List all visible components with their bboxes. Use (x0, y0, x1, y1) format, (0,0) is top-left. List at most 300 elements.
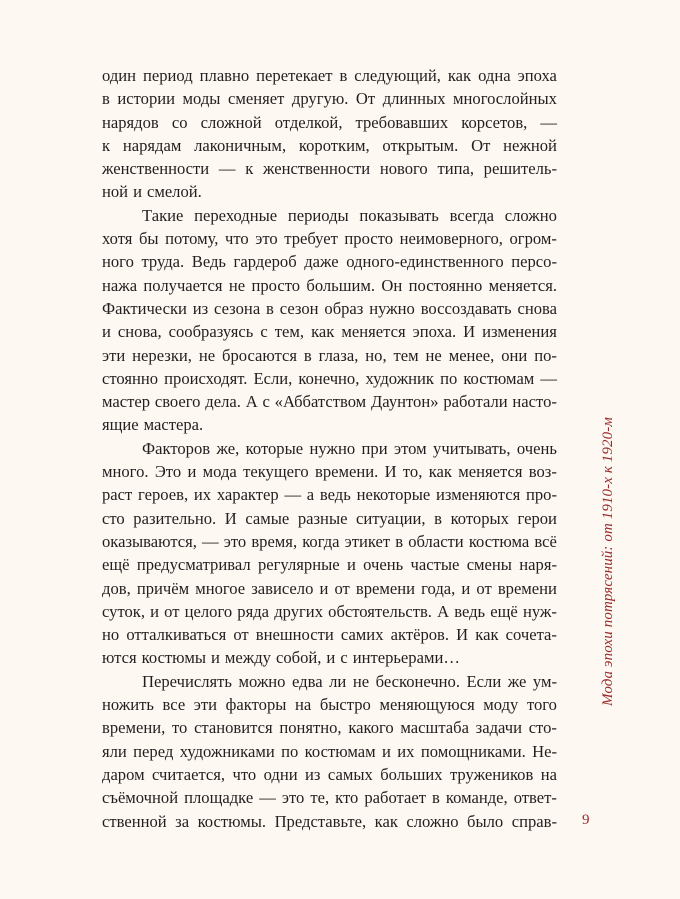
word: как (475, 625, 499, 645)
word: женственности (262, 159, 371, 179)
word: Факторов (142, 438, 211, 458)
word: в (395, 531, 404, 551)
word: много. (102, 462, 149, 482)
word: эпоха (517, 66, 557, 85)
word: ной (102, 182, 129, 202)
word: художниками (179, 741, 275, 761)
word: одна (478, 66, 511, 85)
word: — (540, 368, 557, 388)
word: актёров. (390, 625, 450, 645)
word: и (187, 462, 197, 482)
word: с (260, 322, 268, 342)
word: сложной (200, 112, 262, 132)
text-line (102, 437, 557, 460)
word: это (281, 788, 305, 808)
word: одного-единственного (346, 252, 504, 272)
text-line (102, 670, 557, 693)
text-line (102, 390, 557, 413)
word: их (193, 485, 212, 505)
word: типа, (437, 159, 474, 179)
word: масштаба (400, 718, 469, 738)
word: ются (102, 648, 137, 668)
word: как (311, 322, 335, 342)
word: перед (133, 741, 174, 761)
text-line (102, 786, 557, 809)
word: которые (245, 438, 304, 458)
word: изменяются (436, 485, 521, 505)
word: это (223, 531, 247, 551)
text-line (102, 344, 557, 367)
word: герои (517, 508, 557, 528)
word: какого (348, 718, 394, 738)
word: некоторые (356, 485, 431, 505)
word: нужно (369, 298, 415, 318)
word: просто (251, 275, 301, 295)
word: снова, (117, 322, 162, 342)
word: даже (304, 252, 339, 272)
text-line (102, 530, 557, 553)
word: мода (202, 462, 237, 482)
word: изменения (482, 322, 557, 342)
word: решитель- (483, 159, 557, 179)
word: в (303, 345, 312, 365)
word: нового (379, 159, 428, 179)
body-text (102, 64, 557, 833)
word: персо- (511, 252, 557, 272)
word: же, (216, 438, 240, 458)
word: про- (525, 485, 557, 505)
text-line (102, 553, 557, 576)
text-line (102, 87, 557, 110)
word: самые (245, 508, 290, 528)
word: регулярные (257, 555, 340, 575)
word: и (211, 648, 220, 668)
word: — (540, 112, 557, 132)
word: не (228, 275, 246, 295)
word: целого (184, 601, 233, 621)
word: времени. (315, 462, 379, 482)
word: разные (297, 508, 348, 528)
word: которых (450, 508, 509, 528)
word: интерьерами… (352, 648, 460, 668)
text-line (102, 297, 557, 320)
text-line (102, 646, 557, 669)
word: И (463, 322, 476, 342)
word: самых (327, 764, 373, 784)
word: ум- (532, 671, 557, 691)
word: героев, (138, 485, 189, 505)
word: открытым. (382, 135, 459, 155)
word: по- (534, 345, 557, 365)
word: они (501, 345, 528, 365)
text-line (102, 367, 557, 390)
word: время, (251, 531, 298, 551)
word: сложно (504, 205, 557, 225)
word: И (384, 462, 397, 482)
text-line (102, 693, 557, 716)
word: И (456, 625, 469, 645)
word: и (133, 182, 142, 202)
word: коротким, (298, 135, 370, 155)
word: эпоха. (412, 322, 457, 342)
word: работали (443, 392, 508, 412)
word: менее, (448, 345, 495, 365)
text-line (102, 180, 557, 203)
word: ещё (102, 555, 130, 575)
word: бесконечно. (375, 671, 460, 691)
word: обстоятельств. (328, 601, 432, 621)
word: костюмам (304, 741, 376, 761)
word: очень (516, 438, 557, 458)
text-line (102, 460, 557, 483)
word: корсетов, (461, 112, 528, 132)
word: как (447, 66, 472, 85)
word: текущего (243, 462, 309, 482)
word: что (232, 764, 257, 784)
word: же (507, 671, 527, 691)
word: — (259, 788, 276, 808)
word: — (202, 531, 219, 551)
word: женственности (102, 159, 210, 179)
word: этикет (344, 531, 391, 551)
word: А (437, 601, 450, 621)
word: очень (363, 555, 404, 575)
word: по (281, 741, 299, 761)
word: нежной (503, 135, 557, 155)
word: Перечислять (142, 671, 232, 691)
word: из (192, 298, 209, 318)
word: наря- (519, 555, 557, 575)
word: других (274, 601, 323, 621)
word: Такие (142, 205, 184, 225)
word: периоды (287, 205, 349, 225)
word: считается, (152, 764, 226, 784)
text-line (102, 157, 557, 180)
word: едва (292, 671, 323, 691)
word: ящие (102, 415, 139, 435)
word: образ (324, 298, 364, 318)
word: хотя (102, 229, 133, 249)
word: и (319, 578, 329, 598)
word: конечно, (298, 368, 360, 388)
word: дов, (102, 578, 131, 598)
text-line (102, 111, 557, 134)
word: понятно, (279, 718, 342, 738)
word: сезон (279, 298, 319, 318)
word: это (255, 229, 278, 249)
text-line (102, 577, 557, 600)
word: было (467, 811, 504, 831)
word: нужно (309, 438, 356, 458)
word: с (262, 392, 270, 412)
word: — (218, 159, 236, 179)
word: когда (302, 531, 340, 551)
word: истории (117, 89, 176, 109)
word: как (374, 811, 398, 831)
text-line (102, 623, 557, 646)
word: в (102, 89, 110, 109)
text-line (102, 250, 557, 273)
word: команде, (445, 788, 508, 808)
word: к (102, 135, 111, 155)
word: Не- (532, 741, 557, 761)
word: требовавших (355, 112, 449, 132)
word: воз- (528, 462, 557, 482)
word: но (102, 625, 120, 645)
word: что (224, 229, 249, 249)
word: От (471, 135, 491, 155)
text-line (102, 413, 557, 436)
word: воссоздавать (420, 298, 512, 318)
word: перетекает (256, 66, 333, 85)
word: больших (380, 764, 443, 784)
word: но, (365, 345, 387, 365)
word: ли (329, 671, 347, 691)
word: площадке (184, 788, 254, 808)
word: яли (102, 741, 127, 761)
word: бы (138, 229, 159, 249)
word: ственной (102, 811, 167, 831)
word: ного (102, 252, 134, 272)
word: тем (393, 345, 419, 365)
word: дела. (205, 392, 241, 412)
word: не (198, 345, 216, 365)
word: нажа (102, 275, 138, 295)
text-line (102, 204, 557, 227)
word: при (361, 438, 388, 458)
word: сто (102, 508, 125, 528)
text-line (102, 740, 557, 763)
word: длинных (382, 89, 446, 109)
word: предусматривал (136, 555, 251, 575)
word: сообразуясь (168, 322, 254, 342)
word: смены (466, 555, 512, 575)
word: костюмы. (197, 811, 267, 831)
word: ещё (490, 601, 518, 621)
word: помощниками. (420, 741, 526, 761)
word: в (266, 298, 274, 318)
word: сезона (214, 298, 261, 318)
word: этом (394, 438, 427, 458)
word: костюма (468, 531, 530, 551)
word: то, (402, 462, 423, 482)
word: переходные (194, 205, 278, 225)
word: раст (102, 485, 133, 505)
word: художник (365, 368, 434, 388)
word: времени (355, 578, 416, 598)
word: учитывать, (433, 438, 511, 458)
word: кто (335, 788, 359, 808)
word: Это (154, 462, 182, 482)
word: оказываются, (102, 531, 197, 551)
word: меняется (458, 462, 523, 482)
word: требует (284, 229, 338, 249)
word: ведь (319, 485, 351, 505)
word: и (461, 578, 471, 598)
word: снова (517, 298, 557, 318)
word: один (102, 66, 137, 85)
word: костюмы (141, 648, 207, 668)
running-head-title: Мода эпохи потрясений: от 1910-х к 1920-м (600, 417, 616, 706)
word: моды (182, 89, 221, 109)
word: факторы (225, 695, 287, 715)
word: меняющуюся (379, 695, 475, 715)
word: и (150, 601, 160, 621)
word: тем, (274, 322, 305, 342)
word: и (382, 741, 391, 761)
word: с (340, 648, 348, 668)
word: стоянно (102, 368, 159, 388)
word: ряда (237, 601, 270, 621)
word: От (355, 89, 376, 109)
word: в (434, 508, 442, 528)
word: от (334, 578, 350, 598)
word: не (352, 671, 370, 691)
word: от (164, 601, 180, 621)
word: лаконичным, (194, 135, 287, 155)
word: мастера. (143, 415, 204, 435)
word: получается (143, 275, 223, 295)
word: не (425, 345, 442, 365)
word: — (284, 485, 302, 505)
word: мастер (102, 392, 151, 412)
word: И (224, 508, 237, 528)
word: Даунтон» (370, 392, 439, 412)
word: нуж- (522, 601, 557, 621)
word: съёмочной (102, 788, 179, 808)
text-line (102, 274, 557, 297)
word: труда. (141, 252, 185, 272)
word: происходят. (164, 368, 248, 388)
word: то (172, 718, 188, 738)
word: внешности (255, 625, 334, 645)
word: многое (195, 578, 246, 598)
word: нарядам (122, 135, 182, 155)
word: Если (466, 671, 502, 691)
word: ответ- (513, 788, 557, 808)
word: от (476, 578, 492, 598)
word: задачи (475, 718, 522, 738)
word: и (346, 555, 356, 575)
word: Представьте, (274, 811, 367, 831)
word: другую. (291, 89, 349, 109)
word: гардероб (233, 252, 297, 272)
word: к (245, 159, 254, 179)
word: года, (421, 578, 456, 598)
word: смелой. (146, 182, 202, 202)
text-line (102, 227, 557, 250)
word: сто- (528, 718, 557, 738)
word: и (326, 648, 336, 668)
word: неимоверного, (399, 229, 503, 249)
word: зависело (251, 578, 314, 598)
word: справ- (511, 811, 557, 831)
word: разительно. (133, 508, 217, 528)
word: со (171, 112, 188, 132)
word: даром (102, 764, 145, 784)
word: Он (381, 275, 403, 295)
text-line (102, 716, 557, 739)
word: сочета- (505, 625, 557, 645)
word: глаза, (318, 345, 359, 365)
text-line (102, 763, 557, 786)
word: меняется (341, 322, 406, 342)
word: и (102, 322, 111, 342)
running-head (580, 66, 616, 706)
text-line (102, 810, 557, 833)
word: суток, (102, 601, 145, 621)
word: потому, (165, 229, 219, 249)
word: того (526, 695, 557, 715)
word: нарядов (102, 112, 159, 132)
word: те, (310, 788, 330, 808)
word: времени, (102, 718, 166, 738)
word: самих (340, 625, 384, 645)
word: от (233, 625, 249, 645)
word: быстро (319, 695, 371, 715)
word: собой, (275, 648, 322, 668)
text-line (102, 320, 557, 343)
word: причём (136, 578, 190, 598)
word: отделкой, (274, 112, 343, 132)
word: большим. (306, 275, 376, 295)
word: области (408, 531, 464, 551)
word: тружеников (449, 764, 534, 784)
text-line (102, 507, 557, 530)
word: по (440, 368, 458, 388)
word: ситуации, (356, 508, 426, 528)
word: следующий, (354, 66, 441, 85)
word: моду (483, 695, 519, 715)
text-line (102, 64, 557, 87)
word: в (339, 66, 348, 85)
word: а (306, 485, 315, 505)
word: в (432, 788, 440, 808)
word: за (175, 811, 190, 831)
word: сложно (406, 811, 459, 831)
text-line (102, 600, 557, 623)
word: частые (410, 555, 460, 575)
word: эти (193, 695, 218, 715)
word: сменяет (228, 89, 285, 109)
word: Ведь (191, 252, 226, 272)
word: ножить (102, 695, 154, 715)
word: между (224, 648, 271, 668)
word: становится (194, 718, 273, 738)
word: насто- (512, 392, 557, 412)
word: отталкиваться (126, 625, 227, 645)
word: Фактически (102, 298, 187, 318)
word: костюмам (463, 368, 535, 388)
word: работает (364, 788, 426, 808)
word: всегда (449, 205, 495, 225)
word: «Аббатством (274, 392, 367, 412)
word: А (245, 392, 258, 412)
word: на (295, 695, 312, 715)
word: просто (344, 229, 394, 249)
word: показывать (359, 205, 439, 225)
word: одни (263, 764, 298, 784)
word: Если, (253, 368, 293, 388)
word: на (540, 764, 557, 784)
word: как (428, 462, 452, 482)
word: эти (102, 345, 126, 365)
word: их (397, 741, 415, 761)
word: многослойных (453, 89, 557, 109)
word: постоянно (408, 275, 483, 295)
word: плавно (199, 66, 250, 85)
text-line (102, 483, 557, 506)
